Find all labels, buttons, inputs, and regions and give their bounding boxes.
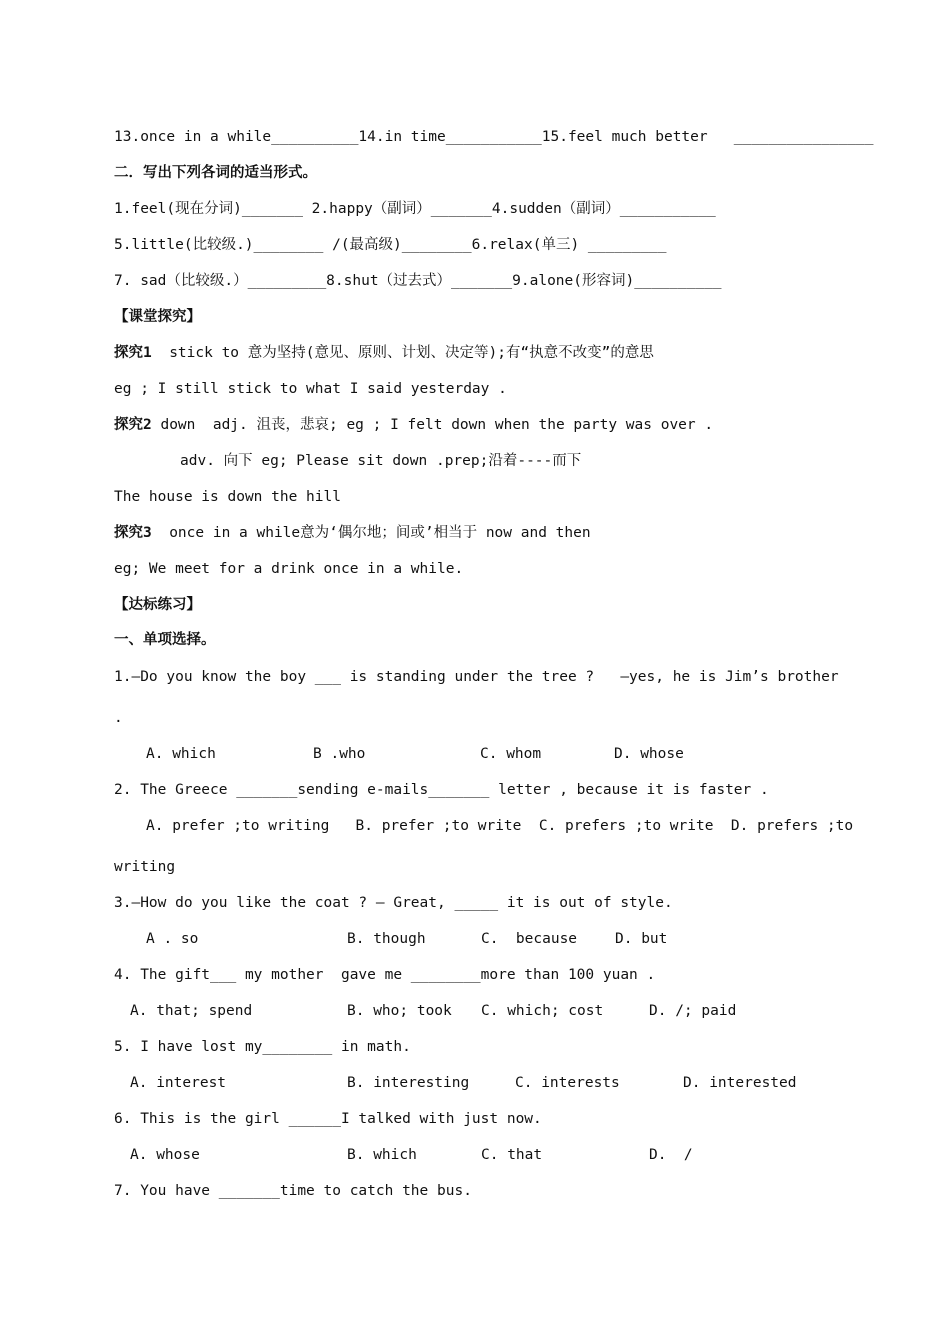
- option-b: B. interesting: [347, 1075, 470, 1091]
- explore-1-label: 探究1: [114, 345, 152, 361]
- question-5: 5. I have lost my________ in math.: [114, 1039, 411, 1055]
- question-7: 7. You have _______time to catch the bus.: [114, 1183, 472, 1199]
- option-c: C. interests: [515, 1075, 620, 1091]
- explore-1: [114, 344, 654, 362]
- option-c: C. because: [481, 931, 578, 947]
- phrase-line-13-15: 13.once in a while__________14.in time___________15.feel much better ________________: [114, 129, 874, 145]
- explore-3-label: 探究3: [114, 525, 152, 541]
- option-a: A. which: [146, 746, 216, 762]
- section-heading-single-choice: 一、单项选择。: [114, 632, 216, 648]
- option-a: A . so: [146, 931, 199, 947]
- option-b: B. though: [347, 931, 426, 947]
- question-1-end: .: [114, 710, 123, 726]
- question-2-options: A. prefer ;to writing B. prefer ;to write C. prefers ;to write D. prefers ;to: [146, 818, 854, 834]
- explore-2-label: 探究2: [114, 417, 152, 433]
- option-c: C. that: [481, 1147, 543, 1163]
- explore-3-example: eg; We meet for a drink once in a while.: [114, 561, 464, 577]
- word-forms-line-2: 5.little(比较级.)________ /(最高级)________6.relax(单三) _________: [114, 237, 667, 253]
- option-d: D. /; paid: [649, 1003, 737, 1019]
- question-1: 1.—Do you know the boy ___ is standing under the tree ? —yes, he is Jim’s brother: [114, 669, 839, 685]
- option-c: C. whom: [480, 746, 542, 762]
- section-heading-word-forms: 二．写出下列各词的适当形式。: [114, 165, 317, 181]
- section-heading-class-explore: 【课堂探究】: [114, 309, 201, 325]
- option-a: A. interest: [130, 1075, 227, 1091]
- question-6: 6. This is the girl ______I talked with just now.: [114, 1111, 542, 1127]
- option-d: D. but: [615, 931, 668, 947]
- question-2-options-end: writing: [114, 859, 176, 875]
- question-2: 2. The Greece _______sending e-mails_______ letter , because it is faster .: [114, 782, 769, 798]
- explore-2-example: The house is down the hill: [114, 489, 341, 505]
- option-a: A. whose: [130, 1147, 200, 1163]
- question-4: 4. The gift___ my mother gave me ________more than 100 yuan .: [114, 967, 656, 983]
- explore-2-text: down adj. 沮丧，悲哀; eg ; I felt down when the party was over .: [151, 417, 714, 433]
- question-3: 3.—How do you like the coat ? — Great, _____ it is out of style.: [114, 895, 673, 911]
- option-b: B .who: [313, 746, 366, 762]
- option-a: A. that; spend: [130, 1003, 253, 1019]
- word-forms-line-1: 1.feel(现在分词)_______ 2.happy（副词）_______4.sudden（副词）___________: [114, 201, 716, 217]
- explore-3: [114, 524, 591, 542]
- option-d: D. whose: [614, 746, 684, 762]
- option-c: C. which; cost: [481, 1003, 604, 1019]
- option-d: D. /: [649, 1147, 693, 1163]
- explore-1-text: stick to 意为坚持(意见、原则、计划、决定等);有“执意不改变”的意思: [151, 345, 654, 361]
- option-b: B. who; took: [347, 1003, 452, 1019]
- option-d: D. interested: [683, 1075, 797, 1091]
- explore-1-example: eg ; I still stick to what I said yesterday .: [114, 381, 507, 397]
- explore-2: [114, 416, 713, 434]
- section-heading-practice: 【达标练习】: [114, 597, 201, 613]
- option-b: B. which: [347, 1147, 417, 1163]
- explore-3-text: once in a while意为‘偶尔地；间或’相当于 now and then: [151, 525, 591, 541]
- word-forms-line-3: 7. sad（比较级.）_________8.shut（过去式）_______9.alone(形容词)__________: [114, 273, 722, 289]
- explore-2-adverb: adv. 向下 eg; Please sit down .prep;沿着----而下: [180, 453, 582, 469]
